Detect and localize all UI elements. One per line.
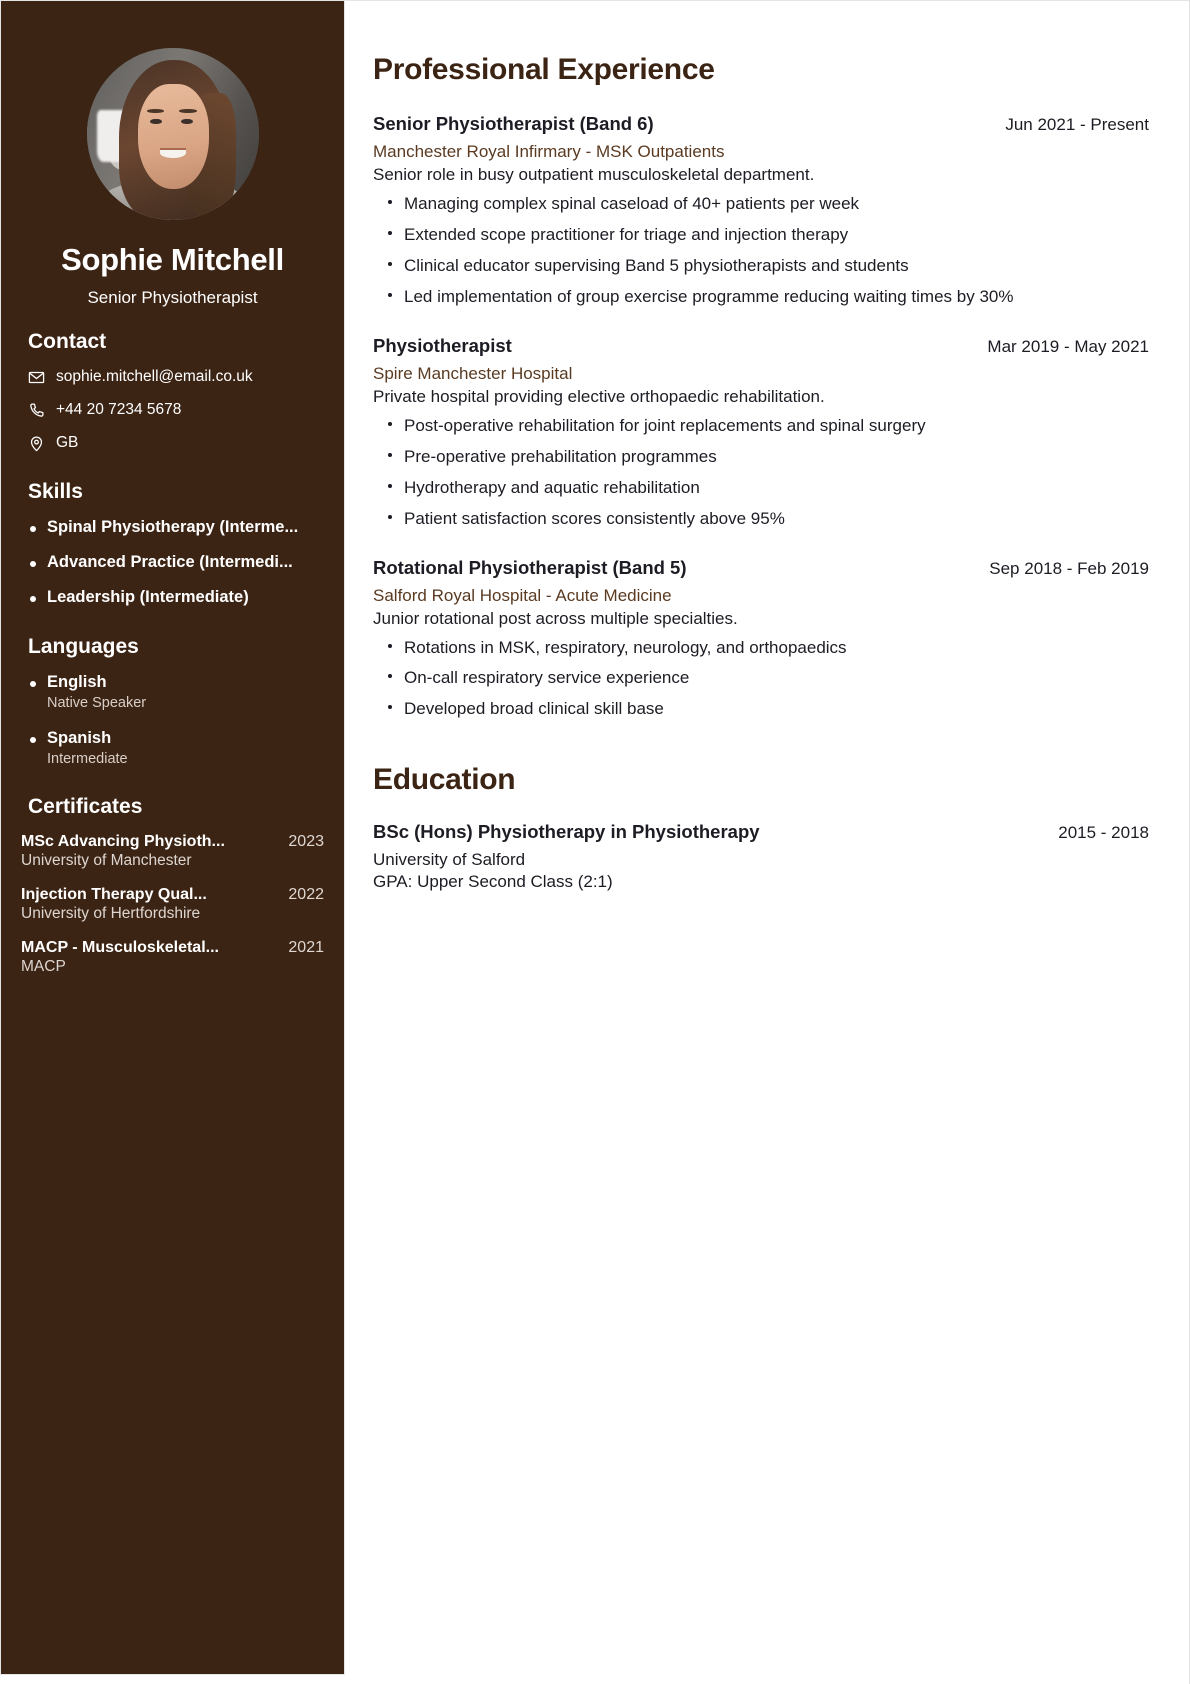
language-level: Native Speaker xyxy=(47,695,147,711)
highlight-text: Hydrotherapy and aquatic rehabilitation xyxy=(404,477,700,497)
bullet-dot-icon xyxy=(30,737,36,743)
education-school: University of Salford xyxy=(373,850,526,870)
bullet-dot-icon xyxy=(30,561,36,567)
experience-description: Senior role in busy outpatient musculoskeletal department. xyxy=(373,165,815,184)
skill-item xyxy=(21,518,324,537)
avatar xyxy=(87,48,259,220)
skill-label: Advanced Practice (Intermedi... xyxy=(47,553,293,571)
highlight-text: Post-operative rehabilitation for joint replacements and spinal surgery xyxy=(404,415,926,435)
phone-icon xyxy=(28,402,45,419)
highlight-item xyxy=(373,193,1149,216)
highlight-item xyxy=(373,698,1149,721)
certificates-heading: Certificates xyxy=(28,795,143,818)
bullet-dot-icon xyxy=(388,705,392,709)
experience-highlights xyxy=(373,193,1149,309)
highlight-item xyxy=(373,446,1149,469)
education-entry xyxy=(373,821,1149,892)
photo-face xyxy=(138,84,209,189)
highlight-item xyxy=(373,415,1149,438)
experience-title: Rotational Physiotherapist (Band 5) xyxy=(373,556,687,578)
experience-description: Junior rotational post across multiple specialties. xyxy=(373,608,738,628)
highlight-text: Rotations in MSK, respiratory, neurology, and orthopaedics xyxy=(404,637,847,657)
main-content xyxy=(345,0,1190,1684)
bullet-dot-icon xyxy=(388,515,392,519)
highlight-item xyxy=(373,508,1149,531)
highlight-item xyxy=(373,477,1149,500)
profile-headline: Senior Physiotherapist xyxy=(87,288,258,307)
certificate-top-row xyxy=(21,886,324,904)
highlight-text: Clinical educator supervising Band 5 physiotherapists and students xyxy=(404,255,909,275)
highlight-item xyxy=(373,286,1149,309)
certificate-item xyxy=(21,886,324,923)
bullet-dot-icon xyxy=(388,644,392,648)
bullet-dot-icon xyxy=(388,484,392,488)
sidebar xyxy=(0,0,345,1675)
experience-entry-header xyxy=(373,557,1149,579)
education-title: BSc (Hons) Physiotherapy in Physiotherapy xyxy=(373,821,760,843)
language-item xyxy=(21,729,324,767)
languages-heading: Languages xyxy=(28,635,139,658)
certificate-name: MACP - Musculoskeletal... xyxy=(21,939,219,956)
photo-brow-right xyxy=(179,109,196,113)
education-entry-header xyxy=(373,821,1149,843)
certificate-name: Injection Therapy Qual... xyxy=(21,886,207,903)
education-heading: Education xyxy=(373,763,516,797)
contact-item-email[interactable] xyxy=(21,368,324,386)
certificate-issuer: MACP xyxy=(21,958,66,975)
language-name-row xyxy=(30,729,324,748)
language-name: English xyxy=(47,673,107,691)
certificate-name: MSc Advancing Physioth... xyxy=(21,833,225,850)
contact-item-location xyxy=(21,434,324,452)
contact-item-phone[interactable] xyxy=(21,401,324,419)
bullet-dot-icon xyxy=(30,596,36,602)
experience-entry xyxy=(373,335,1149,531)
highlight-item xyxy=(373,224,1149,247)
experience-entry xyxy=(373,557,1149,722)
experience-date: Mar 2019 - May 2021 xyxy=(987,336,1149,356)
envelope-icon xyxy=(28,369,45,386)
contact-email-value: sophie.mitchell@email.co.uk xyxy=(56,368,253,385)
bullet-dot-icon xyxy=(30,681,36,687)
education-date: 2015 - 2018 xyxy=(1058,823,1149,843)
skill-label: Leadership (Intermediate) xyxy=(47,588,249,606)
certificate-item xyxy=(21,833,324,870)
bullet-dot-icon xyxy=(388,231,392,235)
profile-name: Sophie Mitchell xyxy=(61,242,284,277)
skill-item xyxy=(21,553,324,572)
language-item xyxy=(21,673,324,711)
experience-description: Private hospital providing elective orthopaedic rehabilitation. xyxy=(373,386,825,406)
language-level: Intermediate xyxy=(47,751,128,767)
highlight-text: Managing complex spinal caseload of 40+ patients per week xyxy=(404,194,860,213)
bullet-dot-icon xyxy=(388,453,392,457)
certificate-item xyxy=(21,939,324,976)
highlight-item xyxy=(373,255,1149,278)
experience-highlights xyxy=(373,637,1149,722)
experience-date: Sep 2018 - Feb 2019 xyxy=(989,558,1149,578)
highlight-item xyxy=(373,637,1149,660)
experience-highlights xyxy=(373,415,1149,531)
bullet-dot-icon xyxy=(388,422,392,426)
avatar-wrap xyxy=(21,1,324,220)
highlight-text: Developed broad clinical skill base xyxy=(404,699,664,719)
skill-item xyxy=(21,588,324,607)
experience-entry-header xyxy=(373,113,1149,135)
bullet-dot-icon xyxy=(388,200,392,204)
certificate-top-row xyxy=(21,939,324,957)
contact-location-value: GB xyxy=(56,434,79,451)
experience-organization: Salford Royal Hospital - Acute Medicine xyxy=(373,585,672,605)
skills-heading: Skills xyxy=(28,480,83,503)
experience-title: Senior Physiotherapist (Band 6) xyxy=(373,113,654,134)
certificate-issuer: University of Manchester xyxy=(21,852,192,869)
highlight-text: Extended scope practitioner for triage and injection therapy xyxy=(404,224,849,244)
highlight-text: Led implementation of group exercise programme reducing waiting times by 30% xyxy=(404,286,1014,306)
bullet-dot-icon xyxy=(388,262,392,266)
skill-label: Spinal Physiotherapy (Interme... xyxy=(47,518,299,536)
highlight-text: Pre-operative prehabilitation programmes xyxy=(404,446,717,466)
highlight-text: Patient satisfaction scores consistently above 95% xyxy=(404,508,785,528)
photo-brow-left xyxy=(147,109,164,113)
bullet-dot-icon xyxy=(30,526,36,532)
certificate-top-row xyxy=(21,833,324,851)
experience-heading: Professional Experience xyxy=(373,53,715,86)
bullet-dot-icon xyxy=(388,674,392,678)
experience-title: Physiotherapist xyxy=(373,334,512,356)
certificate-issuer: University of Hertfordshire xyxy=(21,905,201,922)
contact-phone-value: +44 20 7234 5678 xyxy=(56,401,182,418)
certificate-year: 2021 xyxy=(288,939,324,956)
experience-entry xyxy=(373,113,1149,309)
certificate-year: 2023 xyxy=(288,833,324,850)
language-name-row xyxy=(30,673,324,692)
location-pin-icon xyxy=(28,435,45,452)
bullet-dot-icon xyxy=(388,293,392,297)
experience-date: Jun 2021 - Present xyxy=(1005,115,1149,134)
highlight-item xyxy=(373,667,1149,690)
education-gpa: GPA: Upper Second Class (2:1) xyxy=(373,872,613,892)
language-name: Spanish xyxy=(47,729,112,747)
experience-organization: Spire Manchester Hospital xyxy=(373,363,573,383)
highlight-text: On-call respiratory service experience xyxy=(404,668,690,688)
contact-heading: Contact xyxy=(28,330,107,353)
experience-organization: Manchester Royal Infirmary - MSK Outpatients xyxy=(373,142,725,161)
certificate-year: 2022 xyxy=(288,886,324,903)
experience-entry-header xyxy=(373,335,1149,357)
